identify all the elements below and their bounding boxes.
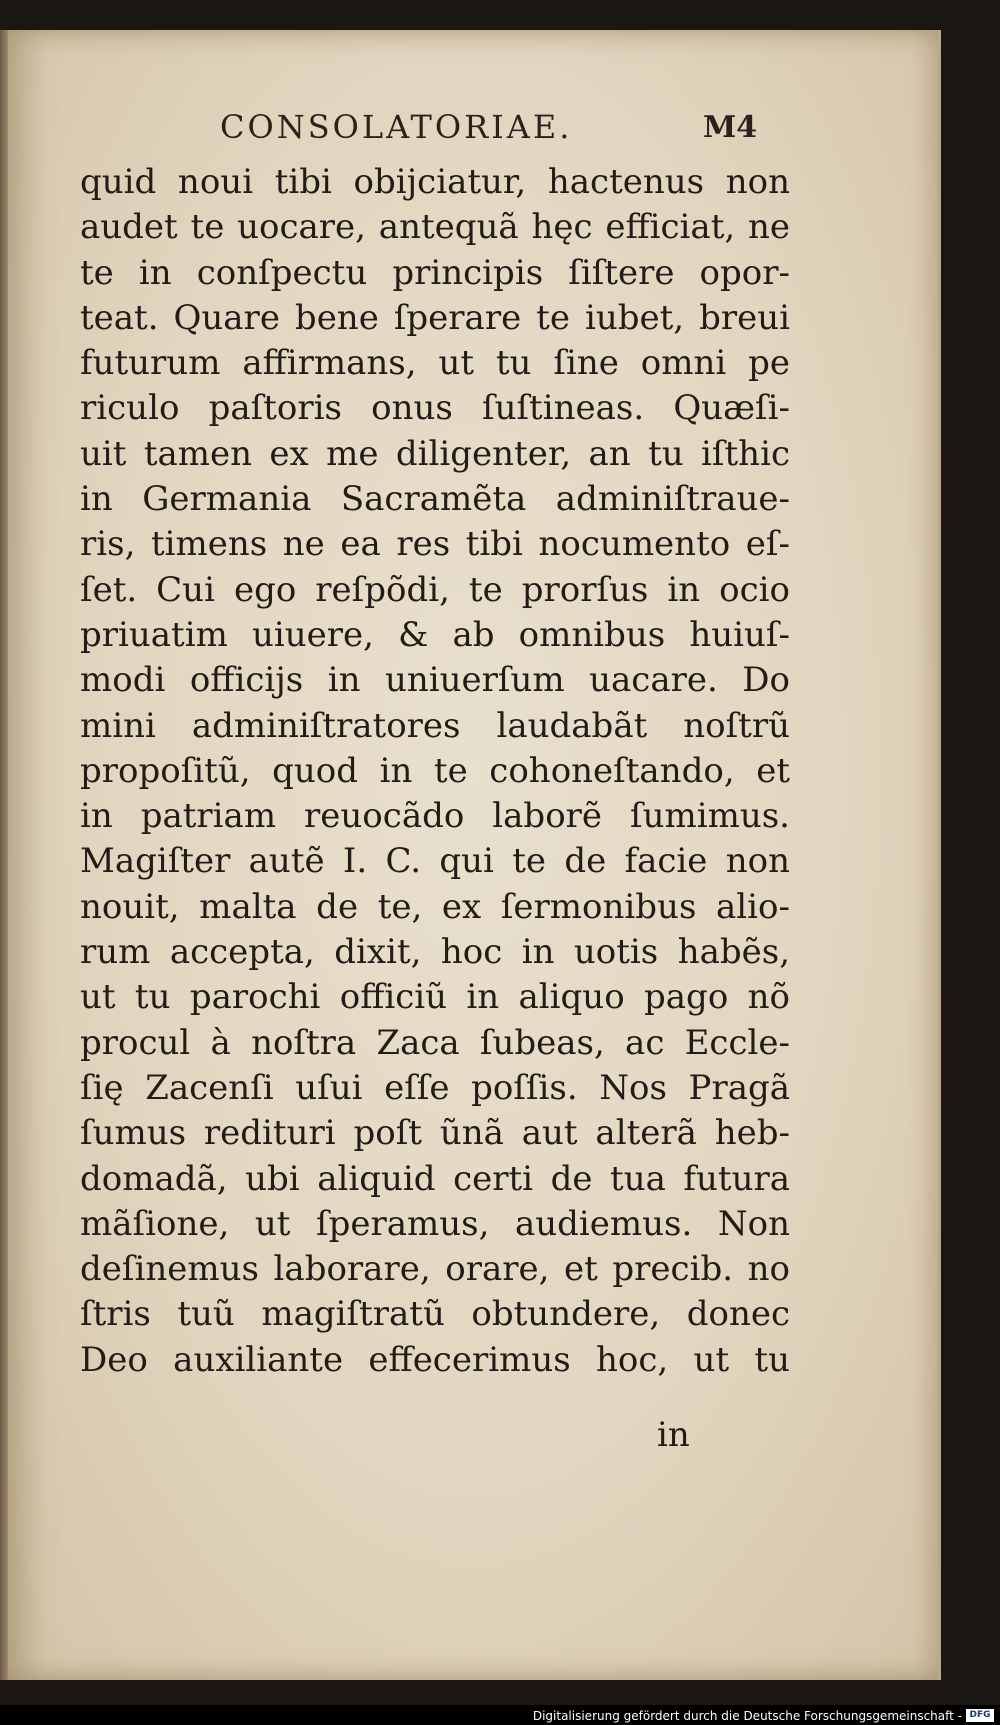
text-line: domadã, ubi aliquid certi de tua futura — [80, 1158, 790, 1199]
text-line: propoſitũ, quod in te cohoneſtando, et — [80, 750, 790, 791]
text-line: riculo paſtoris onus ſuſtineas. Quæſi- — [80, 388, 790, 429]
text-line: audet te uocare, antequã hęc efficiat, ne — [80, 207, 790, 248]
text-line: uit tamen ex me diligenter, an tu iſthic — [80, 433, 790, 474]
text-line: priuatim uiuere, & ab omnibus huiuſ- — [80, 614, 790, 655]
text-line: rum accepta, dixit, hoc in uotis habẽs, — [80, 932, 790, 973]
text-line: deſinemus laborare, orare, et precib. no — [80, 1249, 790, 1290]
catchword: in — [657, 1415, 690, 1455]
text-line: modi officijs in uniuerſum uacare. Do — [80, 660, 790, 701]
text-line: procul à noſtra Zaca ſubeas, ac Eccle- — [80, 1022, 790, 1063]
text-line: te in conſpectu principis ſiſtere opor- — [80, 252, 790, 293]
text-line: ſtris tuũ magiſtratũ obtundere, donec — [80, 1294, 790, 1335]
text-line: nouit, malta de te, ex ſermonibus alio- — [80, 886, 790, 927]
dfg-logo-icon: DFG — [966, 1709, 994, 1722]
text-line: Magiſter autẽ I. C. qui te de facie non — [80, 841, 790, 882]
funding-credit: Digitalisierung gefördert durch die Deutsche Forschungsgemeinschaft - — [532, 1709, 962, 1723]
text-line: Deo auxiliante effecerimus hoc, ut tu — [80, 1339, 790, 1380]
folio-signature: M4 — [703, 110, 758, 145]
text-line: ſię Zacenſi uſui eſſe poſſis. Nos Pragã — [80, 1067, 790, 1108]
text-line: ſet. Cui ego reſpõdi, te prorſus in ocio — [80, 569, 790, 610]
text-line: ris, timens ne ea res tibi nocumento eſ- — [80, 524, 790, 565]
running-head: CONSOLATORIAE. — [220, 108, 573, 146]
text-line: teat. Quare bene ſperare te iubet, breui — [80, 297, 790, 338]
text-line: mini adminiſtratores laudabãt noſtrũ — [80, 705, 790, 746]
body-text — [80, 160, 790, 1383]
digitization-footer — [0, 1705, 1000, 1725]
text-line: in Germania Sacramẽta adminiſtraue- — [80, 479, 790, 520]
text-line: futurum affirmans, ut tu ſine omni pe — [80, 343, 790, 384]
text-line: ſumus redituri poſt ũnã aut alterã heb- — [80, 1113, 790, 1154]
text-line: ut tu parochi officiũ in aliquo pago nõ — [80, 977, 790, 1018]
text-line: in patriam reuocãdo laborẽ ſumimus. — [80, 796, 790, 837]
text-line: quid noui tibi obijciatur, hactenus non — [80, 162, 790, 202]
text-line: mãſione, ut ſperamus, audiemus. Non — [80, 1203, 790, 1244]
